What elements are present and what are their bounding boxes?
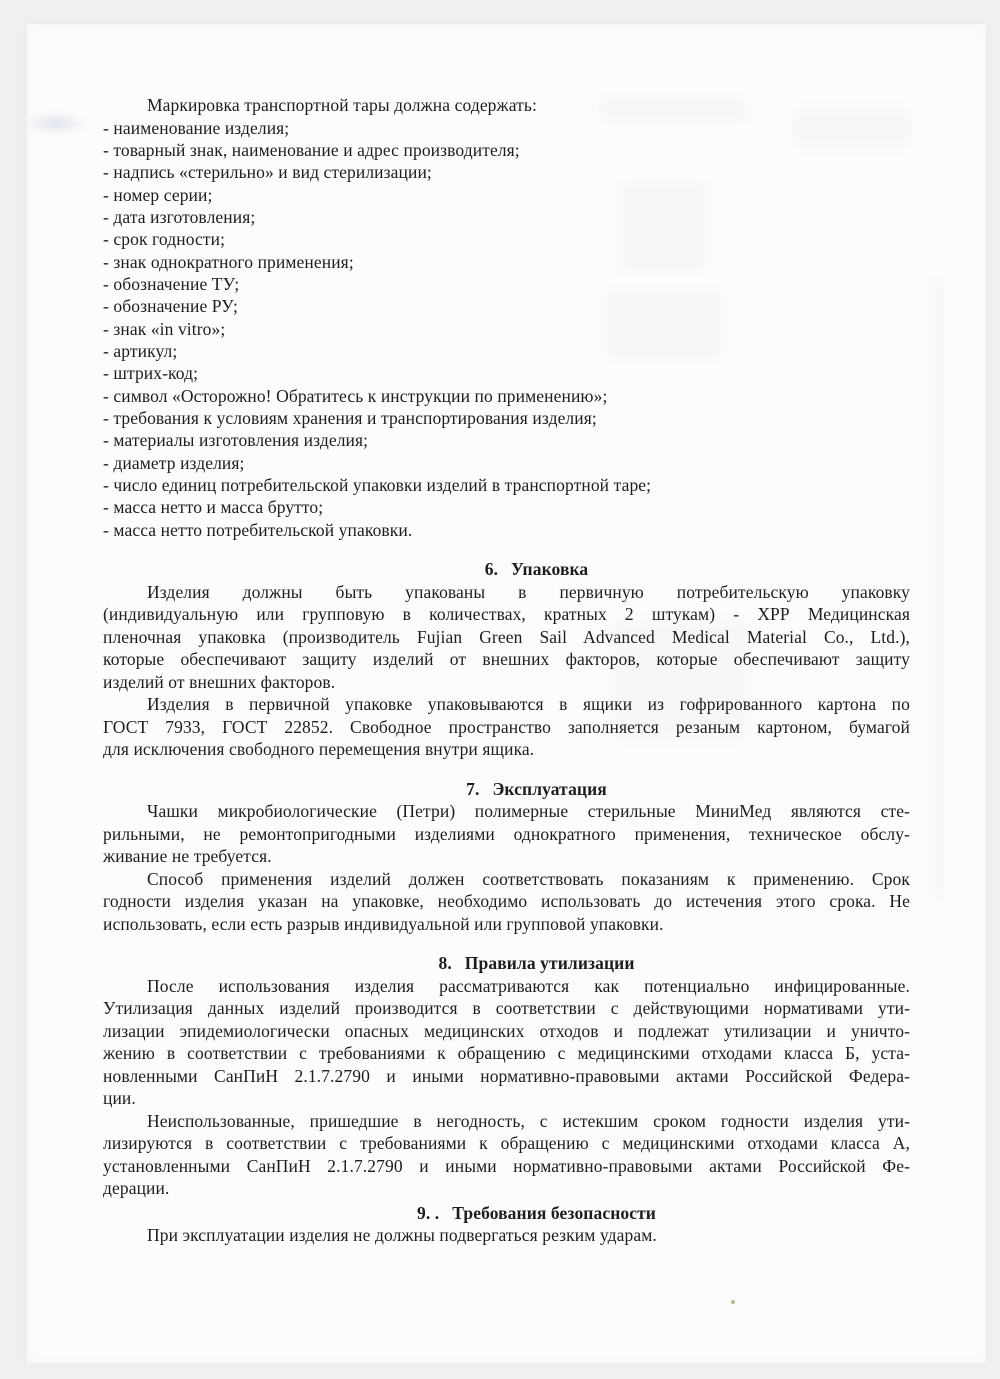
paragraph-line: жению в соответствии с требованиями к обращению с медицинскими отходами класса Б, уста- — [103, 1043, 910, 1064]
list-item: - символ «Осторожно! Обратитесь к инструкции по применению»; — [103, 385, 608, 406]
section-heading — [133, 1202, 940, 1225]
section-number: 7. — [466, 778, 480, 799]
paragraph-line: рильными, не ремонтопригодными изделиями однократного применения, техническое обслу- — [103, 823, 910, 844]
section-heading — [133, 778, 940, 801]
list-item: - материалы изготовления изделия; — [103, 430, 369, 451]
paragraph-line: лизируются в соответствии с требованиями к обращению с медицинскими отходами класса А, — [103, 1133, 910, 1154]
list-item: - масса нетто и масса брутто; — [103, 497, 324, 518]
paragraph-line: изделий от внешних факторов. — [103, 671, 336, 692]
paragraph-line: установленными СанПиН 2.1.7.2790 и иными нормативно-правовыми актами Российской Фе- — [103, 1155, 910, 1176]
paragraph — [103, 693, 910, 761]
paragraph-line: ГОСТ 7933, ГОСТ 22852. Свободное пространство заполняется резаным картоном, бумагой — [103, 716, 910, 737]
paragraph — [103, 581, 910, 694]
list-item: - обозначение РУ; — [103, 296, 238, 317]
paragraph — [103, 94, 910, 117]
list-item: - срок годности; — [103, 229, 226, 250]
document-content — [27, 24, 986, 1247]
document-page — [27, 24, 986, 1363]
list-item: - знак однократного применения; — [103, 251, 354, 272]
paragraph-line: живание не требуется. — [103, 846, 272, 867]
paragraph-line: ции. — [103, 1088, 136, 1109]
paragraph — [103, 1110, 910, 1200]
paragraph-line: После использования изделия рассматриваются как потенциально инфицированные. — [147, 975, 910, 996]
paragraph-line: Утилизация данных изделий производится в соответствии с действующими нормативами ути- — [103, 998, 910, 1019]
list-item: - масса нетто потребительской упаковки. — [103, 519, 413, 540]
list-item: - наименование изделия; — [103, 117, 290, 138]
marking-list — [103, 117, 910, 542]
paragraph-line: Изделия в первичной упаковке упаковываются в ящики из гофрированного картона по — [147, 694, 910, 715]
paragraph-line: пленочная упаковка (производитель Fujian Green Sail Advanced Medical Material Co., Ltd.), — [103, 626, 910, 647]
paragraph-line: Маркировка транспортной тары должна содержать: — [147, 95, 537, 115]
list-item: - штрих-код; — [103, 363, 199, 384]
list-item: - требования к условиям хранения и транспортирования изделия; — [103, 407, 597, 428]
list-item: - товарный знак, наименование и адрес производителя; — [103, 139, 520, 160]
section-number: 6. — [484, 559, 499, 580]
paragraph-line: (индивидуальную или групповую в количествах, кратных 2 штукам) - ХРР Медицинская — [103, 604, 910, 625]
list-item: - номер серии; — [103, 184, 213, 205]
paragraph-line: Чашки микробиологические (Петри) полимерные стерильные МиниМед являются сте- — [147, 801, 910, 822]
section-title: Правила утилизации — [464, 953, 635, 974]
list-item: - обозначение ТУ; — [103, 273, 240, 294]
section-heading — [133, 952, 940, 975]
paragraph-line: годности изделия указан на упаковке, необходимо использовать до истечения этого срока. Не — [103, 891, 910, 912]
paragraph-line: дерации. — [103, 1178, 170, 1199]
paragraph-line: Изделия должны быть упакованы в первичную потребительскую упаковку — [147, 581, 910, 602]
paragraph-line: для исключения свободного перемещения внутри ящика. — [103, 739, 535, 760]
section-heading — [133, 558, 940, 581]
section-number: 8. — [438, 953, 452, 974]
paragraph-line: которые обеспечивают защиту изделий от внешних факторов, которые обеспечивают защиту — [103, 649, 910, 670]
list-item: - число единиц потребительской упаковки изделий в транспортной таре; — [103, 475, 652, 495]
list-item: - надпись «стерильно» и вид стерилизации; — [103, 162, 432, 183]
section-title: Упаковка — [511, 559, 589, 580]
list-item: - артикул; — [103, 340, 178, 361]
paragraph-line: новленными СанПиН 2.1.7.2790 и иными нормативно-правовыми актами Российской Федера- — [103, 1065, 910, 1086]
section-title: Эксплуатация — [492, 778, 607, 799]
paragraph-line: Неиспользованные, пришедшие в негодность, с истекшим сроком годности изделия ути- — [147, 1110, 910, 1131]
paragraph-line: лизации эпидемиологически опасных медицинских отходов и подлежат утилизации и уничто- — [103, 1020, 910, 1041]
paragraph-line: использовать, если есть разрыв индивидуальной или групповой упаковки. — [103, 913, 664, 934]
paragraph-line: При эксплуатации изделия не должны подвергаться резким ударам. — [147, 1225, 657, 1246]
paragraph-line: Способ применения изделий должен соответствовать показаниям к применению. Срок — [147, 868, 910, 889]
list-item: - знак «in vitro»; — [103, 318, 226, 339]
paragraph — [103, 1224, 910, 1247]
paragraph — [103, 868, 910, 936]
section-number: 9. . — [417, 1202, 440, 1223]
section-title: Требования безопасности — [452, 1202, 656, 1223]
paragraph — [103, 975, 910, 1110]
list-item: - дата изготовления; — [103, 206, 256, 227]
list-item: - диаметр изделия; — [103, 452, 245, 473]
paragraph — [103, 800, 910, 868]
